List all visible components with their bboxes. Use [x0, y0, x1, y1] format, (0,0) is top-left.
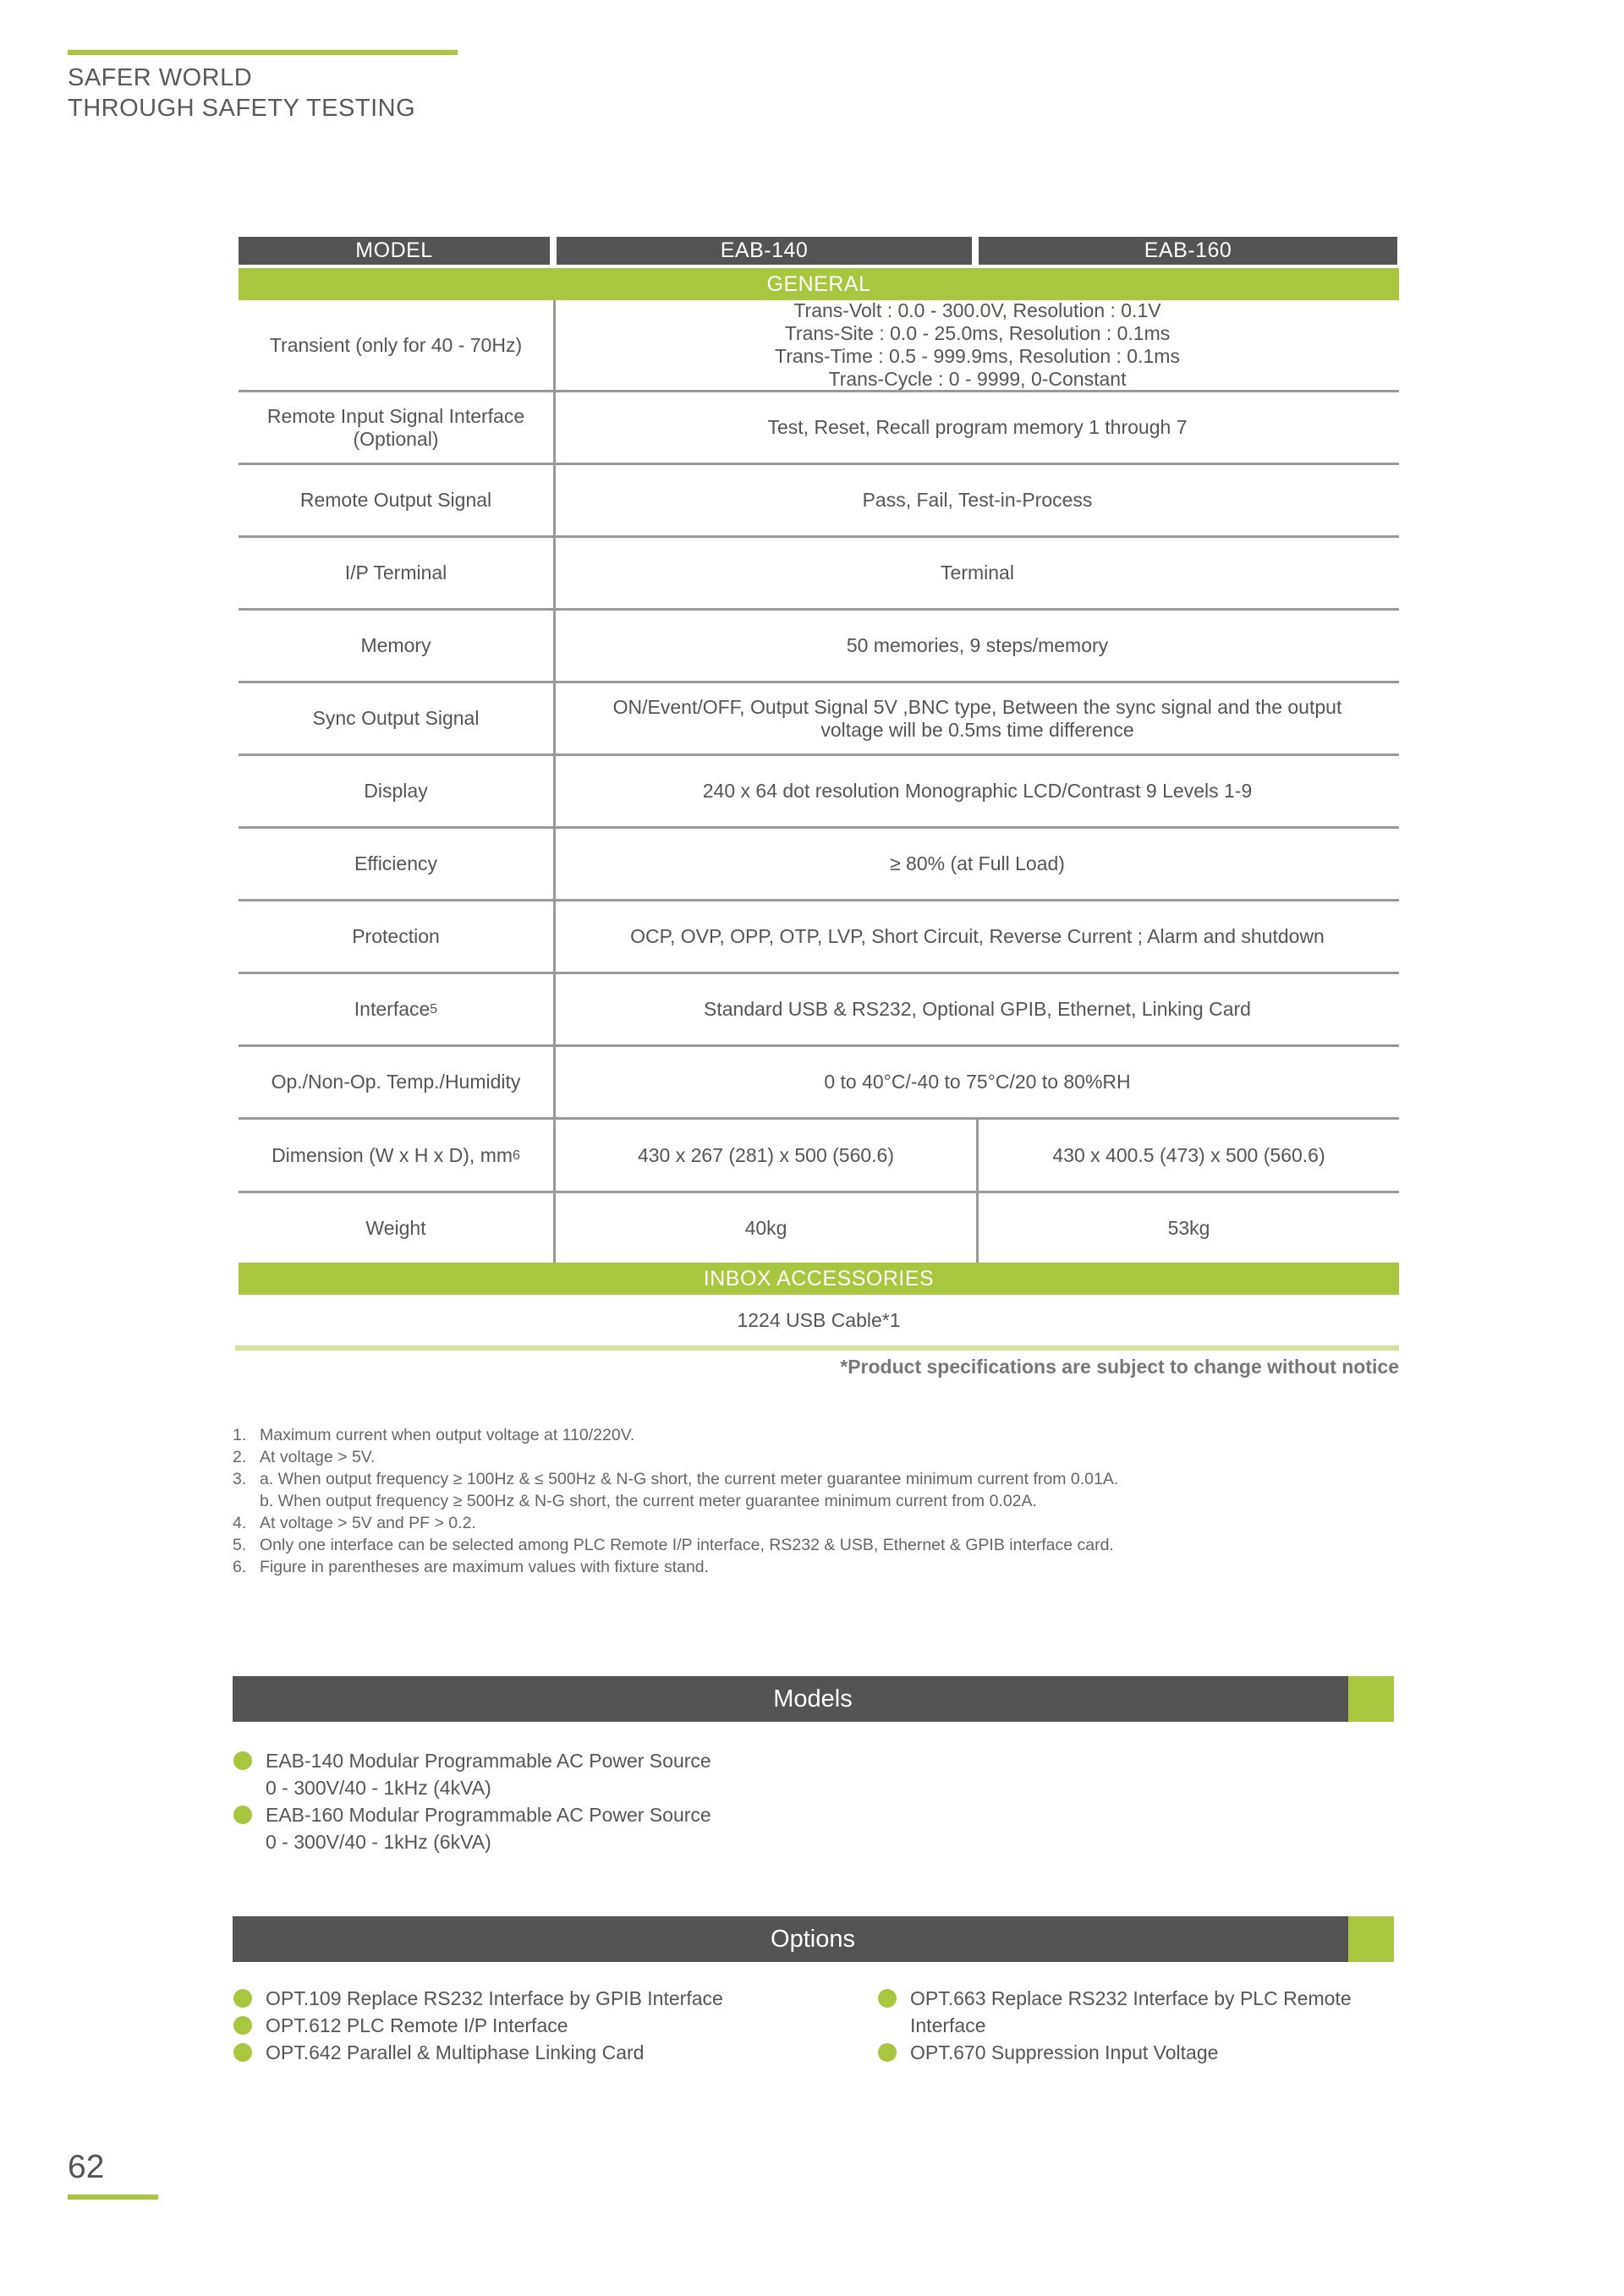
footnote: 2. At voltage > 5V.: [233, 1448, 376, 1466]
bullet-dot-icon: [233, 2043, 252, 2062]
bullet-dot-icon: [233, 2016, 252, 2035]
table-row: [239, 392, 1399, 465]
footnotes: [233, 1424, 1118, 1578]
bullet-dot-icon: [233, 1989, 252, 2008]
row-value: 0 to 40°C/-40 to 75°C/20 to 80%RH: [824, 1071, 1131, 1093]
list-item: OPT.642 Parallel & Multiphase Linking Card: [233, 2039, 859, 2066]
options-section-bar: [233, 1916, 1393, 1962]
row-label: Op./Non-Op. Temp./Humidity: [271, 1071, 521, 1093]
list-item: OPT.109 Replace RS232 Interface by GPIB Interface: [233, 1985, 859, 2012]
table-bottom-rule: [235, 1345, 1399, 1351]
table-row: [239, 901, 1399, 974]
row-value: 240 x 64 dot resolution Monographic LCD/Contrast 9 Levels 1-9: [702, 780, 1253, 802]
row-value: 50 memories, 9 steps/memory: [846, 634, 1109, 656]
brand-line-2: THROUGH SAFETY TESTING: [68, 95, 416, 122]
dimension-eab-160: 430 x 400.5 (473) x 500 (560.6): [1052, 1143, 1325, 1166]
list-item: OPT.612 PLC Remote I/P Interface: [233, 2012, 859, 2039]
weight-eab-160: 53kg: [1167, 1216, 1210, 1239]
footnote: b. When output frequency ≥ 500Hz & N-G short, the current meter guarantee minimum current from 0.02A.: [260, 1492, 1037, 1510]
header-eab-160: EAB-160: [979, 237, 1397, 265]
spec-table: [239, 237, 1399, 1378]
footnote: 5. Only one interface can be selected among PLC Remote I/P interface, RS232 & USB, Ethernet & GPIB interface card.: [233, 1536, 1114, 1554]
list-item: EAB-160 Modular Programmable AC Power Source 0 - 300V/40 - 1kHz (6kVA): [233, 1801, 711, 1855]
table-row: [239, 683, 1399, 756]
bullet-dot-icon: [878, 1989, 897, 2008]
table-row-dimension: [239, 1120, 1399, 1193]
options-list-left: [233, 1985, 859, 2066]
footnote: 6. Figure in parentheses are maximum values with fixture stand.: [233, 1558, 710, 1576]
row-label: I/P Terminal: [344, 562, 447, 584]
brand-line-1: SAFER WORLD: [68, 64, 253, 91]
list-item: OPT.663 Replace RS232 Interface by PLC Remote Interface: [878, 1985, 1402, 2039]
row-label: Memory: [360, 634, 431, 656]
footnote: 3. a. When output frequency ≥ 100Hz & ≤ 500Hz & N-G short, the current meter guarantee minimum current from 0.01A.: [233, 1470, 1119, 1488]
row-label: Display: [364, 780, 428, 802]
row-value: Standard USB & RS232, Optional GPIB, Ethernet, Linking Card: [704, 998, 1251, 1020]
bullet-dot-icon: [233, 1751, 252, 1770]
footnote-ref: 6: [513, 1148, 520, 1163]
row-value: OCP, OVP, OPP, OTP, LVP, Short Circuit, Reverse Current ; Alarm and shutdown: [630, 925, 1325, 947]
row-label: Weight: [365, 1216, 426, 1239]
table-row: [239, 538, 1399, 611]
page-number-underline: [68, 2195, 158, 2200]
table-row: [239, 611, 1399, 683]
row-label: Protection: [352, 925, 440, 947]
table-row: [239, 300, 1399, 392]
row-value: Terminal: [941, 562, 1014, 584]
page-number: 62: [68, 2149, 105, 2185]
row-label: Efficiency: [354, 852, 437, 874]
list-item: OPT.670 Suppression Input Voltage: [878, 2039, 1402, 2066]
general-band: GENERAL: [239, 268, 1399, 300]
dimension-eab-140: 430 x 267 (281) x 500 (560.6): [637, 1143, 895, 1166]
spec-notice: *Product specifications are subject to change without notice: [840, 1356, 1399, 1378]
models-section-bar: [233, 1676, 1393, 1722]
table-row-weight: [239, 1193, 1399, 1263]
table-row: [239, 1047, 1399, 1120]
list-item: EAB-140 Modular Programmable AC Power Source 0 - 300V/40 - 1kHz (4kVA): [233, 1747, 711, 1801]
table-row: [239, 756, 1399, 829]
bullet-dot-icon: [878, 2043, 897, 2062]
weight-eab-140: 40kg: [744, 1216, 787, 1239]
footnote: 1. Maximum current when output voltage at 110/220V.: [233, 1426, 635, 1444]
row-label: Remote Input Signal Interface (Optional): [266, 404, 525, 450]
models-list: [233, 1747, 711, 1855]
header-model: MODEL: [239, 237, 550, 265]
row-value: ≥ 80% (at Full Load): [890, 852, 1065, 874]
footnote: 4. At voltage > 5V and PF > 0.2.: [233, 1514, 476, 1532]
footnote-ref: 5: [430, 1002, 438, 1016]
header-eab-140: EAB-140: [557, 237, 972, 265]
row-value: Test, Reset, Recall program memory 1 through 7: [767, 416, 1188, 438]
row-value: Trans-Volt : 0.0 - 300.0V, Resolution : 0.1V Trans-Site : 0.0 - 25.0ms, Resolution : 0.1ms Trans-Time : 0.5 - 999.9ms, Resolution : 0.1ms Trans-Cycle : 0 - 9999, 0-Constant: [775, 299, 1180, 390]
row-label: Dimension (W x H x D), mm 6: [272, 1143, 520, 1166]
table-row: [239, 974, 1399, 1047]
brand-tagline: [68, 63, 415, 123]
row-label: Remote Output Signal: [299, 489, 492, 511]
row-label: Interface 5: [354, 998, 438, 1020]
table-header: [239, 237, 1399, 265]
inbox-item: 1224 USB Cable*1: [737, 1308, 901, 1331]
row-value: ON/Event/OFF, Output Signal 5V ,BNC type, Between the sync signal and the output voltage will be 0.5ms time difference: [612, 695, 1342, 741]
bullet-dot-icon: [233, 1806, 252, 1824]
row-value: Pass, Fail, Test-in-Process: [862, 489, 1093, 511]
row-label: Transient (only for 40 - 70Hz): [269, 333, 523, 356]
models-title: Models: [773, 1685, 853, 1712]
table-row: [239, 465, 1399, 538]
header-accent-bar: [68, 50, 458, 55]
table-row: [239, 829, 1399, 901]
inbox-accessories-band: INBOX ACCESSORIES: [239, 1263, 1399, 1295]
row-label: Sync Output Signal: [312, 707, 480, 729]
options-list-right: [878, 1985, 1402, 2066]
options-title: Options: [771, 1926, 855, 1953]
